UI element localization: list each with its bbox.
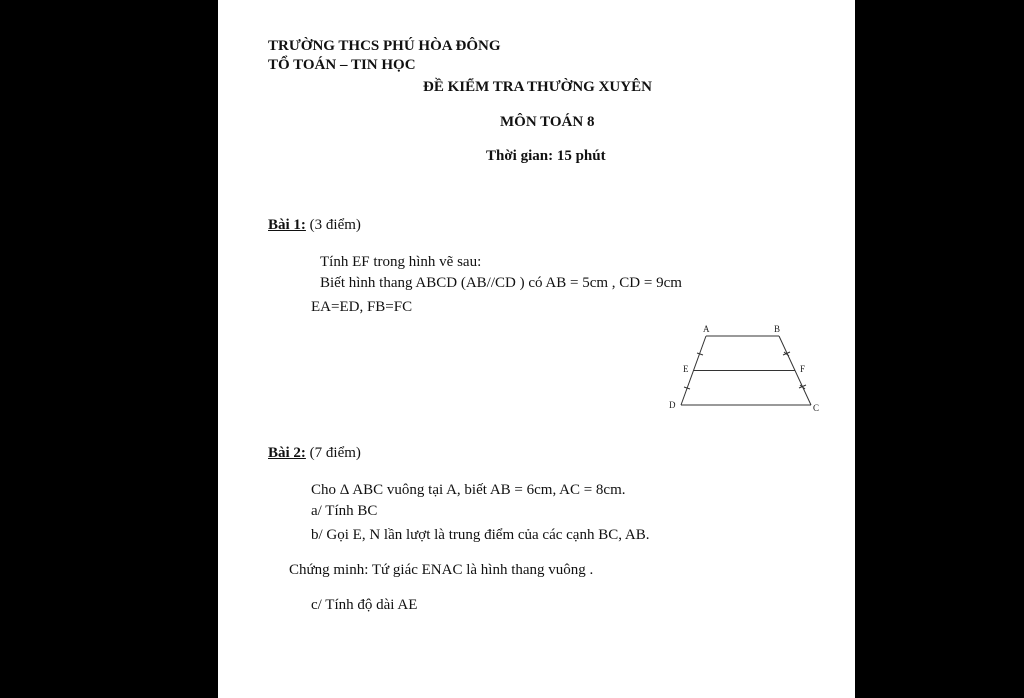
exam-duration: Thời gian: 15 phút: [486, 148, 606, 164]
problem2-label: Bài 2:: [268, 445, 306, 461]
vertex-label-d: D: [669, 400, 676, 410]
department-name: TỔ TOÁN – TIN HỌC: [268, 57, 416, 73]
vertex-label-f: F: [800, 364, 806, 374]
problem1-label: Bài 1:: [268, 217, 306, 233]
problem2-heading: [268, 444, 361, 462]
problem2-line: b/ Gọi E, N lần lượt là trung điểm của các cạnh BC, AB.: [311, 527, 650, 543]
vertex-label-c: C: [813, 403, 820, 413]
problem1-heading: [268, 216, 361, 234]
problem1-line: Biết hình thang ABCD (AB//CD ) có AB = 5cm , CD = 9cm: [320, 275, 682, 291]
problem1-line: Tính EF trong hình vẽ sau:: [320, 254, 482, 270]
exam-title: ĐỀ KIỂM TRA THƯỜNG XUYÊN: [423, 79, 652, 95]
problem1-line: EA=ED, FB=FC: [311, 299, 413, 315]
problem2-line: Chứng minh: Tứ giác ENAC là hình thang vuông .: [289, 562, 594, 578]
school-name: TRƯỜNG THCS PHÚ HÒA ĐÔNG: [268, 38, 501, 54]
vertex-label-a: A: [703, 324, 710, 334]
problem2-line: Cho Δ ABC vuông tại A, biết AB = 6cm, AC = 8cm.: [311, 482, 626, 498]
problem2-line: c/ Tính độ dài AE: [311, 597, 418, 613]
vertex-label-b: B: [774, 324, 781, 334]
document-page: [218, 0, 855, 698]
vertex-label-e: E: [683, 364, 689, 374]
problem2-line: a/ Tính BC: [311, 503, 378, 519]
subject-title: MÔN TOÁN 8: [500, 114, 595, 130]
problem2-points: (7 điểm): [309, 445, 361, 461]
problem1-points: (3 điểm): [309, 217, 361, 233]
trapezoid-figure: [666, 318, 826, 418]
